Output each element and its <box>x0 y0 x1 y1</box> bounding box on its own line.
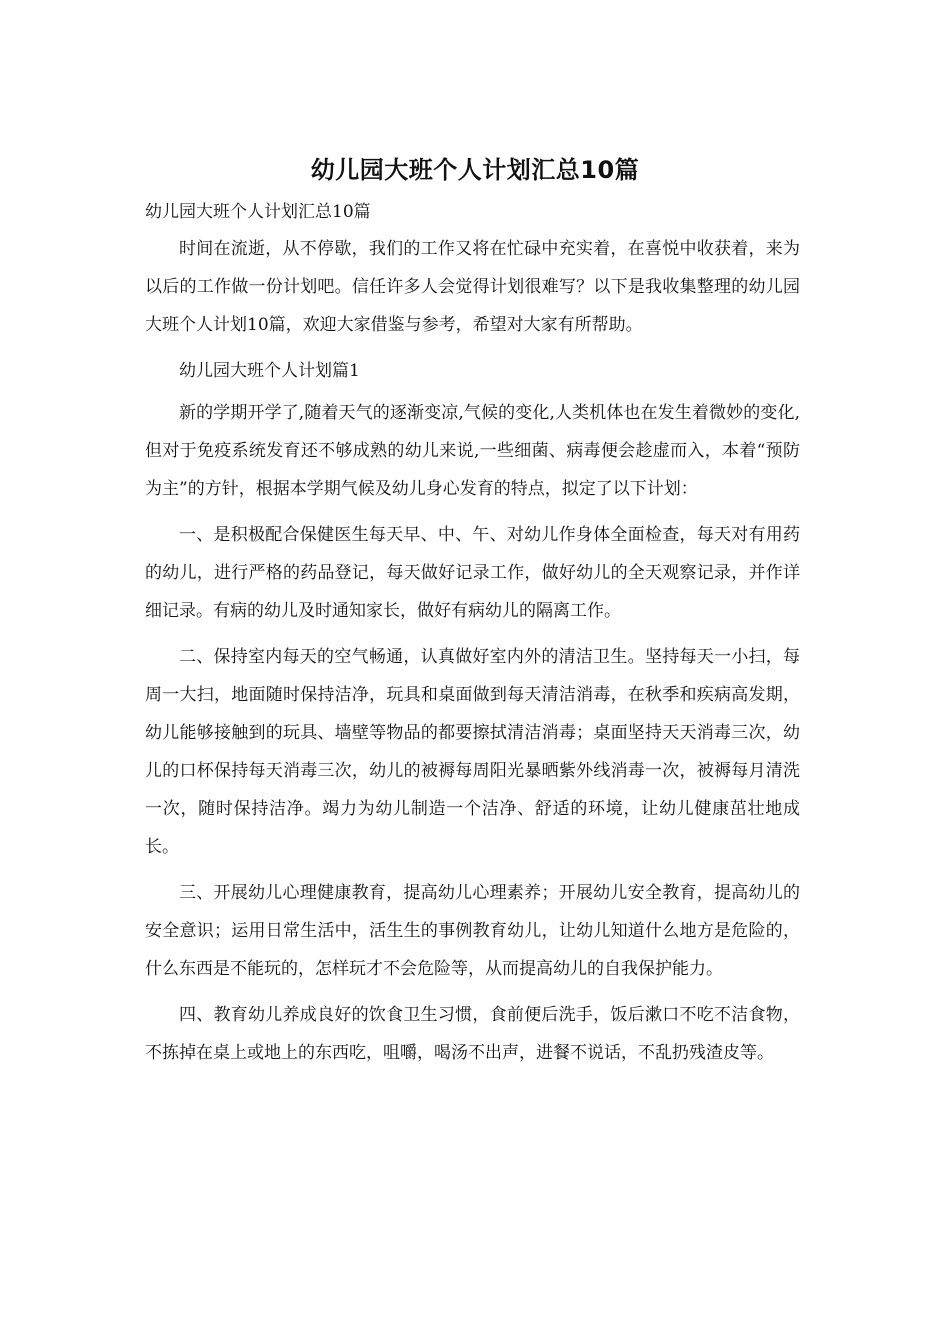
section-heading: 幼儿园大班个人计划篇1 <box>179 361 360 381</box>
document-title: 幼儿园大班个人计划汇总10篇 <box>310 156 640 184</box>
intro-paragraph: 时间在流逝，从不停歇，我们的工作又将在忙碌中充实着，在喜悦中收获着，来为以后的工作做一份计划吧。信任许多人会觉得计划很难写？以下是我收集整理的幼儿园大班个人计划10篇，欢迎大家借鉴与参考，希望对大家有所帮助。 <box>145 239 800 335</box>
paragraph: 四、教育幼儿养成良好的饮食卫生习惯，食前便后洗手，饭后漱口不吃不洁食物，不拣掉在桌上或地上的东西吃，咀嚼，喝汤不出声，进餐不说话，不乱扔残渣皮等。 <box>145 1005 800 1063</box>
document-body <box>145 230 800 1080</box>
paragraph: 三、开展幼儿心理健康教育，提高幼儿心理素养；开展幼儿安全教育，提高幼儿的安全意识；运用日常生活中，活生生的事例教育幼儿，让幼儿知道什么地方是危险的，什么东西是不能玩的，怎样玩才不会危险等，从而提高幼儿的自我保护能力。 <box>145 883 800 979</box>
paragraph: 新的学期开学了,随着天气的逐渐变凉,气候的变化,人类机体也在发生着微妙的变化,但对于免疫系统发育还不够成熟的幼儿来说,一些细菌、病毒便会趁虚而入，本着“预防为主”的方针，根据本学期气候及幼儿身心发育的特点，拟定了以下计划： <box>145 403 800 499</box>
document-subtitle: 幼儿园大班个人计划汇总10篇 <box>145 202 371 222</box>
paragraph: 二、保持室内每天的空气畅通，认真做好室内外的清洁卫生。坚持每天一小扫，每周一大扫，地面随时保持洁净，玩具和桌面做到每天清洁消毒，在秋季和疾病高发期，幼儿能够接触到的玩具、墙壁等物品的都要擦拭清洁消毒；桌面坚持天天消毒三次，幼儿的口杯保持每天消毒三次，幼儿的被褥每周阳光暴晒紫外线消毒一次，被褥每月清洗一次，随时保持洁净。竭力为幼儿制造一个洁净、舒适的环境，让幼儿健康茁壮地成长。 <box>145 647 800 857</box>
paragraph: 一、是积极配合保健医生每天早、中、午、对幼儿作身体全面检查，每天对有用药的幼儿，进行严格的药品登记，每天做好记录工作，做好幼儿的全天观察记录，并作详细记录。有病的幼儿及时通知家长，做好有病幼儿的隔离工作。 <box>145 525 800 621</box>
